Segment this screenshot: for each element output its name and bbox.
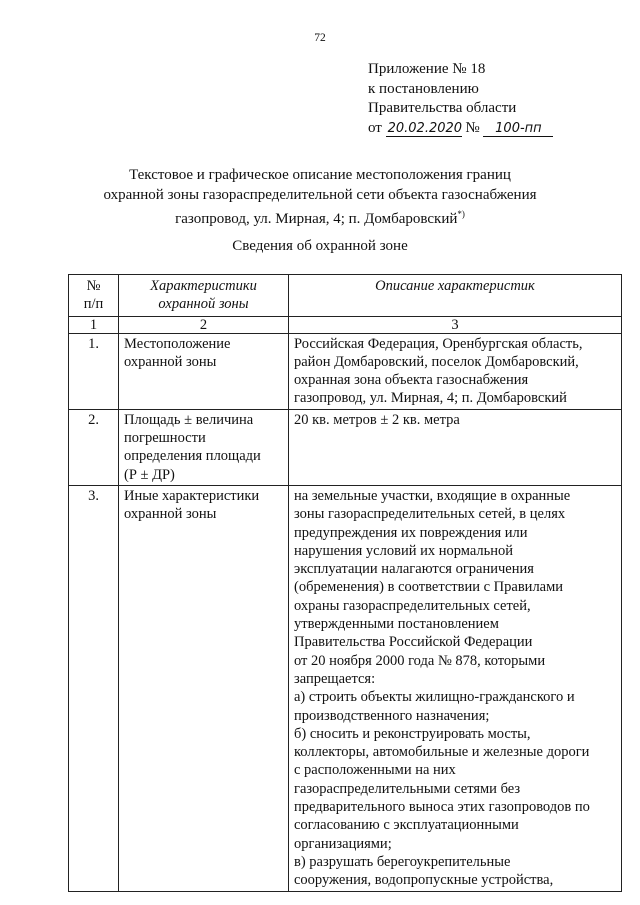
appendix-line-1: Приложение № 18 — [368, 61, 486, 77]
description-line: охранная зона объекта газоснабжения — [294, 372, 529, 389]
header-num-line: № — [86, 278, 101, 294]
description-line: газораспределительными сетями без — [294, 780, 521, 797]
header-description: Описание характеристик — [289, 275, 622, 317]
description-line: в) разрушать берегоукрепительные — [294, 853, 511, 870]
table-header-row — [69, 275, 622, 317]
characteristic-line: Площадь ± величина — [124, 411, 254, 428]
row-number: 1. — [69, 333, 119, 409]
handwritten-date: 20.02.2020 — [387, 120, 463, 136]
section-subtitle: Сведения об охранной зоне — [232, 238, 408, 254]
description-line: запрещается: — [294, 670, 376, 687]
description-line: нарушения условий их нормальной — [294, 542, 514, 559]
number-label: № — [465, 119, 480, 136]
characteristic-line: охранной зоны — [124, 506, 217, 523]
row-characteristic — [119, 409, 289, 485]
description-line: Российская Федерация, Оренбургская область, — [294, 335, 583, 352]
table-row — [69, 409, 622, 485]
description-line: сооружения, водопропускные устройства, — [294, 872, 554, 889]
description-line: охраны газораспределительных сетей, — [294, 597, 531, 614]
appendix-line-2: к постановлению — [368, 80, 479, 97]
header-characteristics-line: охранной зоны — [158, 296, 249, 313]
row-number: 3. — [69, 485, 119, 891]
footnote-mark: *) — [457, 209, 465, 219]
table-row — [69, 485, 622, 891]
description-line: предупреждения их повреждения или — [294, 524, 528, 541]
title-line-3 — [0, 205, 640, 230]
row-description — [289, 409, 622, 485]
description-line: организациями; — [294, 835, 392, 852]
description-line: район Домбаровский, поселок Домбаровский, — [294, 353, 579, 370]
column-number: 3 — [289, 316, 622, 333]
description-line: на земельные участки, входящие в охранные — [294, 487, 571, 504]
characteristic-line: (Р ± ДР) — [124, 466, 175, 483]
row-characteristic — [119, 333, 289, 409]
characteristic-line: Иные характеристики — [124, 487, 260, 504]
characteristic-line: определения площади — [124, 448, 261, 465]
page-number: 72 — [314, 32, 326, 44]
description-line: Правительства Российской Федерации — [294, 634, 533, 651]
description-line: производственного назначения; — [294, 707, 490, 724]
description-line: с расположенными на них — [294, 762, 456, 779]
description-line: эксплуатации налагаются ограничения — [294, 561, 534, 578]
table-body — [69, 333, 622, 891]
column-number: 2 — [119, 316, 289, 333]
document-title — [0, 166, 640, 230]
column-number: 1 — [69, 316, 119, 333]
description-line: газопровод, ул. Мирная, 4; п. Домбаровский — [294, 390, 567, 407]
header-characteristics — [119, 275, 289, 317]
header-num — [69, 275, 119, 317]
table-row — [69, 333, 622, 409]
description-line: согласованию с эксплуатационными — [294, 817, 519, 834]
title-line-2: охранной зоны газораспределительной сети объекта газоснабжения — [103, 186, 537, 203]
row-description — [289, 333, 622, 409]
header-num-line: п/п — [83, 296, 104, 313]
header-characteristics-line: Характеристики — [150, 278, 257, 294]
description-line: 20 кв. метров ± 2 кв. метра — [294, 411, 460, 428]
description-line: утвержденными постановлением — [294, 616, 499, 633]
description-line: зоны газораспределительных сетей, в целях — [294, 506, 566, 523]
from-label: от — [368, 119, 382, 136]
title-line-3-text: газопровод, ул. Мирная, 4; п. Домбаровский — [175, 211, 458, 227]
description-line: предварительного выноса этих газопроводов по — [294, 799, 590, 816]
title-line-1: Текстовое и графическое описание местоположения границ — [129, 167, 511, 183]
characteristic-line: Местоположение — [124, 335, 231, 352]
zone-info-table — [68, 274, 622, 892]
description-line: а) строить объекты жилищно-гражданского и — [294, 689, 575, 706]
column-numbers-row — [69, 316, 622, 333]
row-number: 2. — [69, 409, 119, 485]
description-line: б) сносить и реконструировать мосты, — [294, 725, 531, 742]
row-description — [289, 485, 622, 891]
appendix-header — [368, 60, 553, 138]
description-line: от 20 ноября 2000 года № 878, которыми — [294, 652, 546, 669]
characteristic-line: охранной зоны — [124, 353, 217, 370]
handwritten-number: 100-пп — [483, 121, 553, 137]
description-line: (обременения) в соответствии с Правилами — [294, 579, 564, 596]
appendix-date-line — [368, 119, 553, 139]
row-characteristic — [119, 485, 289, 891]
description-line: коллекторы, автомобильные и железные дороги — [294, 744, 590, 761]
characteristic-line: погрешности — [124, 430, 206, 447]
appendix-line-3: Правительства области — [368, 100, 517, 116]
